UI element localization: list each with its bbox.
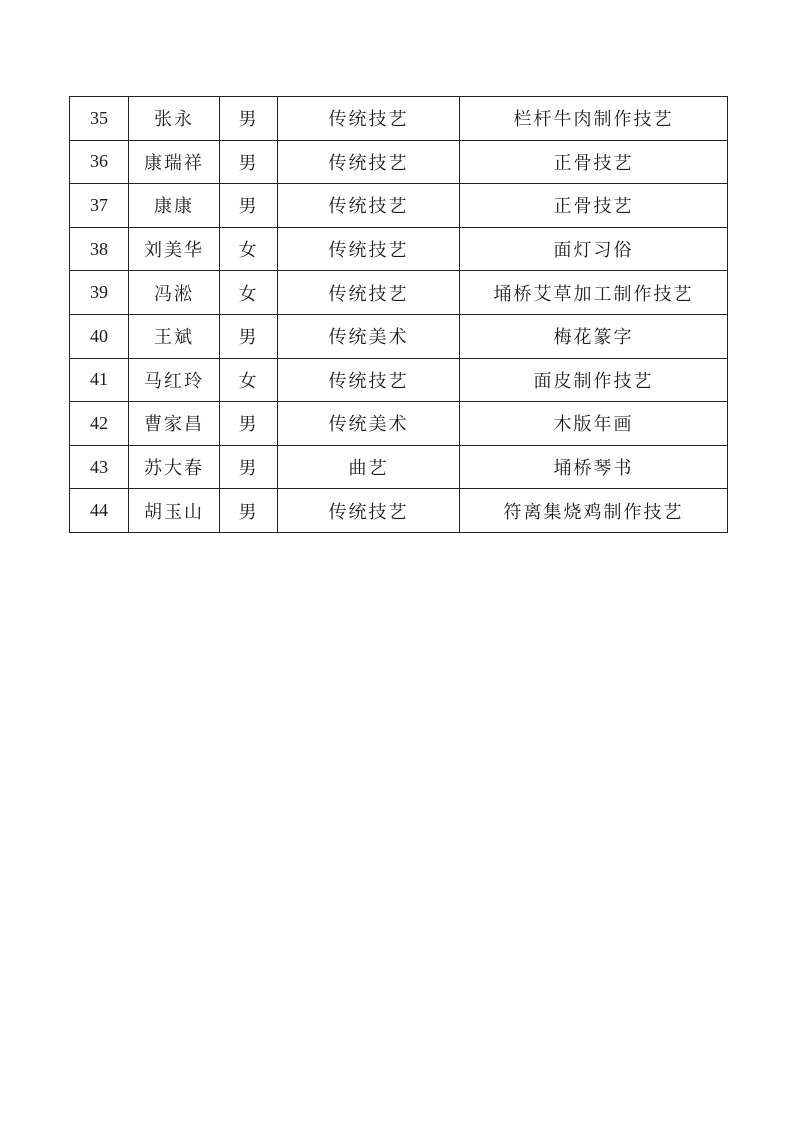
heritage-category: 传统技艺 — [278, 184, 460, 228]
person-name: 马红玲 — [129, 358, 220, 402]
person-name: 苏大春 — [129, 445, 220, 489]
table-row — [70, 402, 728, 446]
person-gender: 男 — [220, 314, 278, 358]
person-gender: 女 — [220, 358, 278, 402]
person-gender: 男 — [220, 445, 278, 489]
person-name: 康瑞祥 — [129, 140, 220, 184]
row-number: 38 — [70, 227, 129, 271]
person-gender: 女 — [220, 271, 278, 315]
heritage-category: 传统技艺 — [278, 489, 460, 533]
person-gender: 男 — [220, 402, 278, 446]
heritage-item: 埇桥艾草加工制作技艺 — [460, 271, 728, 315]
row-number: 35 — [70, 97, 129, 141]
heritage-category: 传统技艺 — [278, 97, 460, 141]
heritage-item: 栏杆牛肉制作技艺 — [460, 97, 728, 141]
heritage-category: 曲艺 — [278, 445, 460, 489]
row-number: 42 — [70, 402, 129, 446]
heritage-item: 符离集烧鸡制作技艺 — [460, 489, 728, 533]
row-number: 39 — [70, 271, 129, 315]
row-number: 37 — [70, 184, 129, 228]
heritage-item: 木版年画 — [460, 402, 728, 446]
person-gender: 女 — [220, 227, 278, 271]
heritage-item: 埇桥琴书 — [460, 445, 728, 489]
inheritor-table — [69, 96, 728, 533]
table-row — [70, 140, 728, 184]
heritage-category: 传统美术 — [278, 402, 460, 446]
table-row — [70, 271, 728, 315]
person-name: 冯淞 — [129, 271, 220, 315]
table-row — [70, 184, 728, 228]
person-name: 胡玉山 — [129, 489, 220, 533]
table-row — [70, 445, 728, 489]
row-number: 44 — [70, 489, 129, 533]
table-row — [70, 358, 728, 402]
row-number: 40 — [70, 314, 129, 358]
heritage-item: 正骨技艺 — [460, 140, 728, 184]
heritage-category: 传统技艺 — [278, 358, 460, 402]
person-gender: 男 — [220, 140, 278, 184]
table-row — [70, 489, 728, 533]
person-name: 刘美华 — [129, 227, 220, 271]
heritage-item: 面灯习俗 — [460, 227, 728, 271]
table-row — [70, 314, 728, 358]
person-gender: 男 — [220, 97, 278, 141]
row-number: 43 — [70, 445, 129, 489]
heritage-item: 面皮制作技艺 — [460, 358, 728, 402]
heritage-category: 传统美术 — [278, 314, 460, 358]
row-number: 36 — [70, 140, 129, 184]
heritage-item: 梅花篆字 — [460, 314, 728, 358]
heritage-category: 传统技艺 — [278, 271, 460, 315]
person-name: 康康 — [129, 184, 220, 228]
heritage-category: 传统技艺 — [278, 227, 460, 271]
heritage-item: 正骨技艺 — [460, 184, 728, 228]
person-name: 张永 — [129, 97, 220, 141]
table-row — [70, 97, 728, 141]
person-gender: 男 — [220, 184, 278, 228]
table-row — [70, 227, 728, 271]
row-number: 41 — [70, 358, 129, 402]
person-gender: 男 — [220, 489, 278, 533]
person-name: 王斌 — [129, 314, 220, 358]
heritage-category: 传统技艺 — [278, 140, 460, 184]
person-name: 曹家昌 — [129, 402, 220, 446]
